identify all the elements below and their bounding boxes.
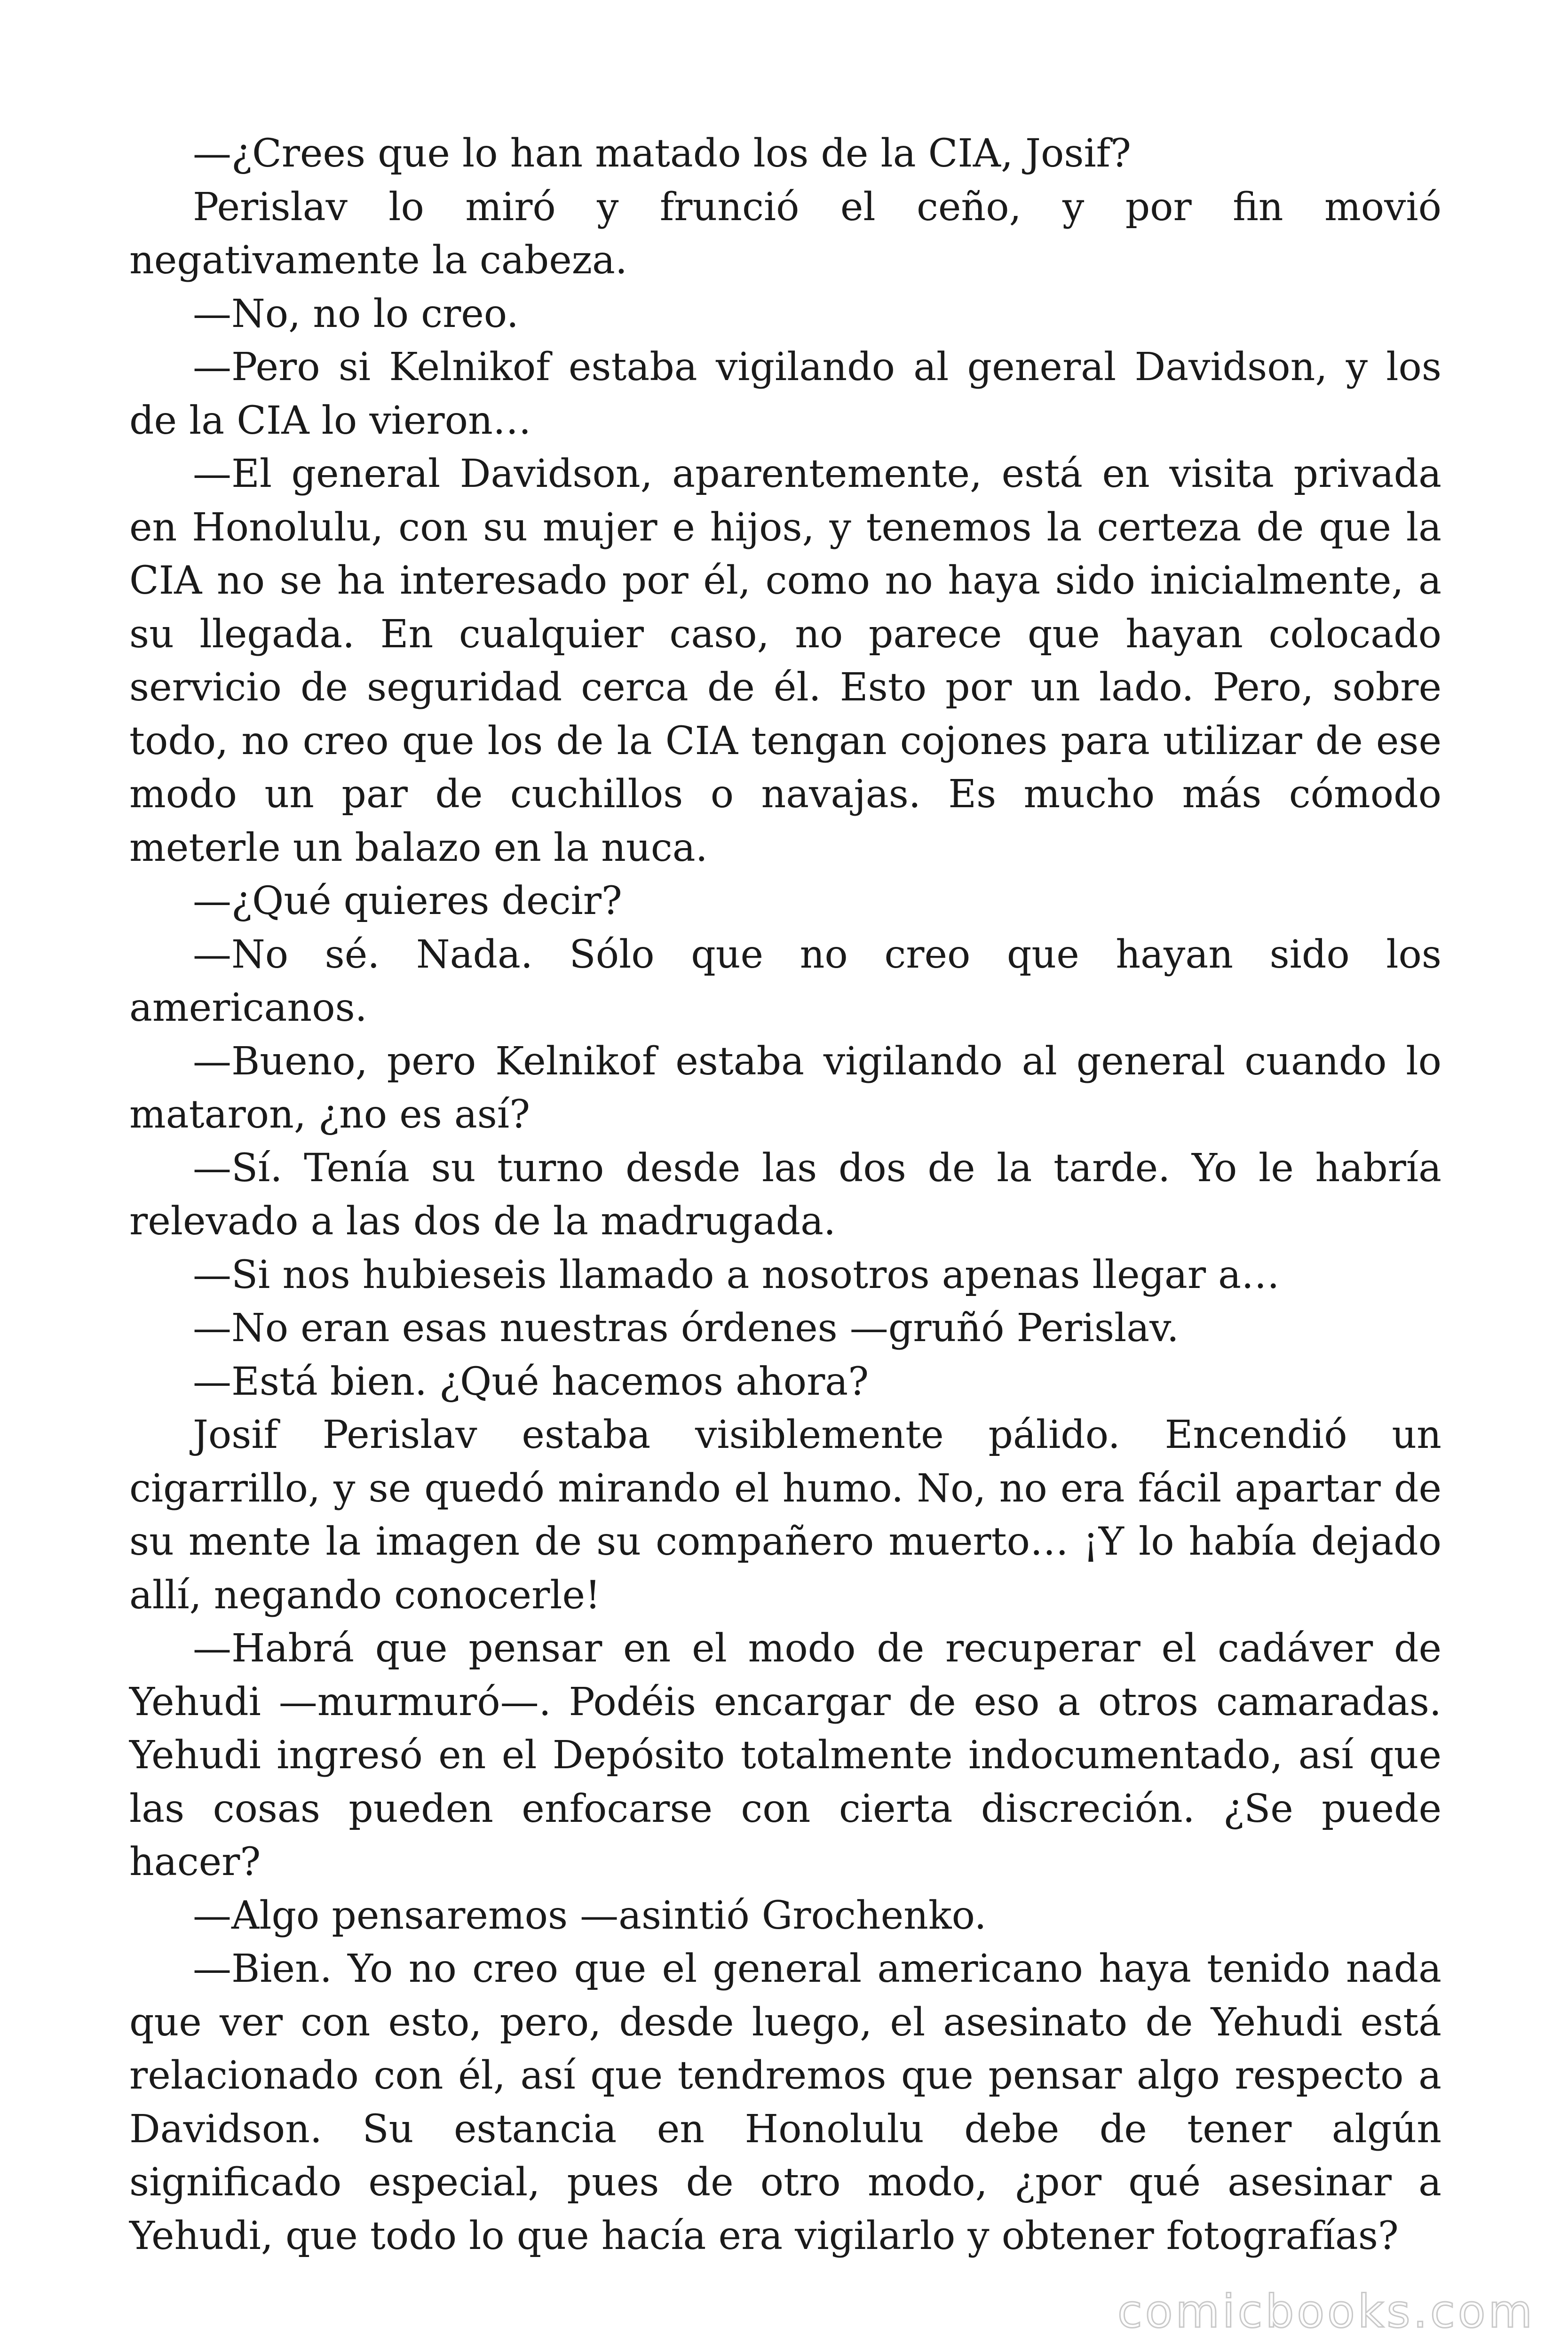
paragraph: —Bien. Yo no creo que el general americano haya tenido nada que ver con esto, pero, desde luego, el asesinato de Yehudi está relacionado con él, así que tendremos que pensar algo respecto a Davidson. Su estancia en Honolulu debe de tener algún significado especial, pues de otro modo, ¿por qué asesinar a Yehudi, que todo lo que hacía era vigilarlo y obtener fotografías? [129, 1947, 1441, 2258]
paragraph: —¿Qué quieres decir? [193, 879, 622, 923]
paragraph: —Si nos hubieseis llamado a nosotros apenas llegar a… [193, 1252, 1280, 1297]
paragraph: —Está bien. ¿Qué hacemos ahora? [193, 1359, 869, 1404]
paragraph: —El general Davidson, aparentemente, está en visita privada en Honolulu, con su mujer e hijos, y tenemos la certeza de que la CIA no se ha interesado por él, como no haya sido inicialmente, a su llegada. En cualquier caso, no parece que hayan colocado servicio de seguridad cerca de él. Esto por un lado. Pero, sobre todo, no creo que los de la CIA tengan cojones para utilizar de ese modo un par de cuchillos o navajas. Es mucho más cómodo meterle un balazo en la nuca. [129, 452, 1441, 870]
paragraph: Josif Perislav estaba visiblemente pálido. Encendió un cigarrillo, y se quedó mirando el humo. No, no era fácil apartar de su mente la imagen de su compañero muerto… ¡Y lo había dejado allí, negando conocerle! [129, 1413, 1441, 1618]
paragraph: —Bueno, pero Kelnikof estaba vigilando al general cuando lo mataron, ¿no es así? [129, 1039, 1441, 1137]
paragraph: —Sí. Tenía su turno desde las dos de la tarde. Yo le habría relevado a las dos de la madrugada. [129, 1145, 1441, 1244]
paragraph: Perislav lo miró y frunció el ceño, y por fin movió negativamente la cabeza. [129, 184, 1441, 283]
paragraph: —No eran esas nuestras órdenes —gruñó Perislav. [193, 1306, 1179, 1351]
paragraph: —Algo pensaremos —asintió Grochenko. [193, 1893, 987, 1938]
paragraph: —¿Crees que lo han matado los de la CIA, Josif? [193, 131, 1131, 176]
paragraph: —Pero si Kelnikof estaba vigilando al general Davidson, y los de la CIA lo vieron… [129, 345, 1441, 443]
paragraph: —Habrá que pensar en el modo de recuperar el cadáver de Yehudi —murmuró—. Podéis encargar de eso a otros camaradas. Yehudi ingresó en el Depósito totalmente indocumentado, así que las cosas pueden enfocarse con cierta discreción. ¿Se puede hacer? [129, 1626, 1441, 1884]
watermark: comicbooks.com [1117, 2285, 1535, 2338]
book-page-text [129, 127, 1441, 2263]
paragraph: —No, no lo creo. [193, 291, 519, 336]
paragraph: —No sé. Nada. Sólo que no creo que hayan sido los americanos. [129, 932, 1441, 1030]
